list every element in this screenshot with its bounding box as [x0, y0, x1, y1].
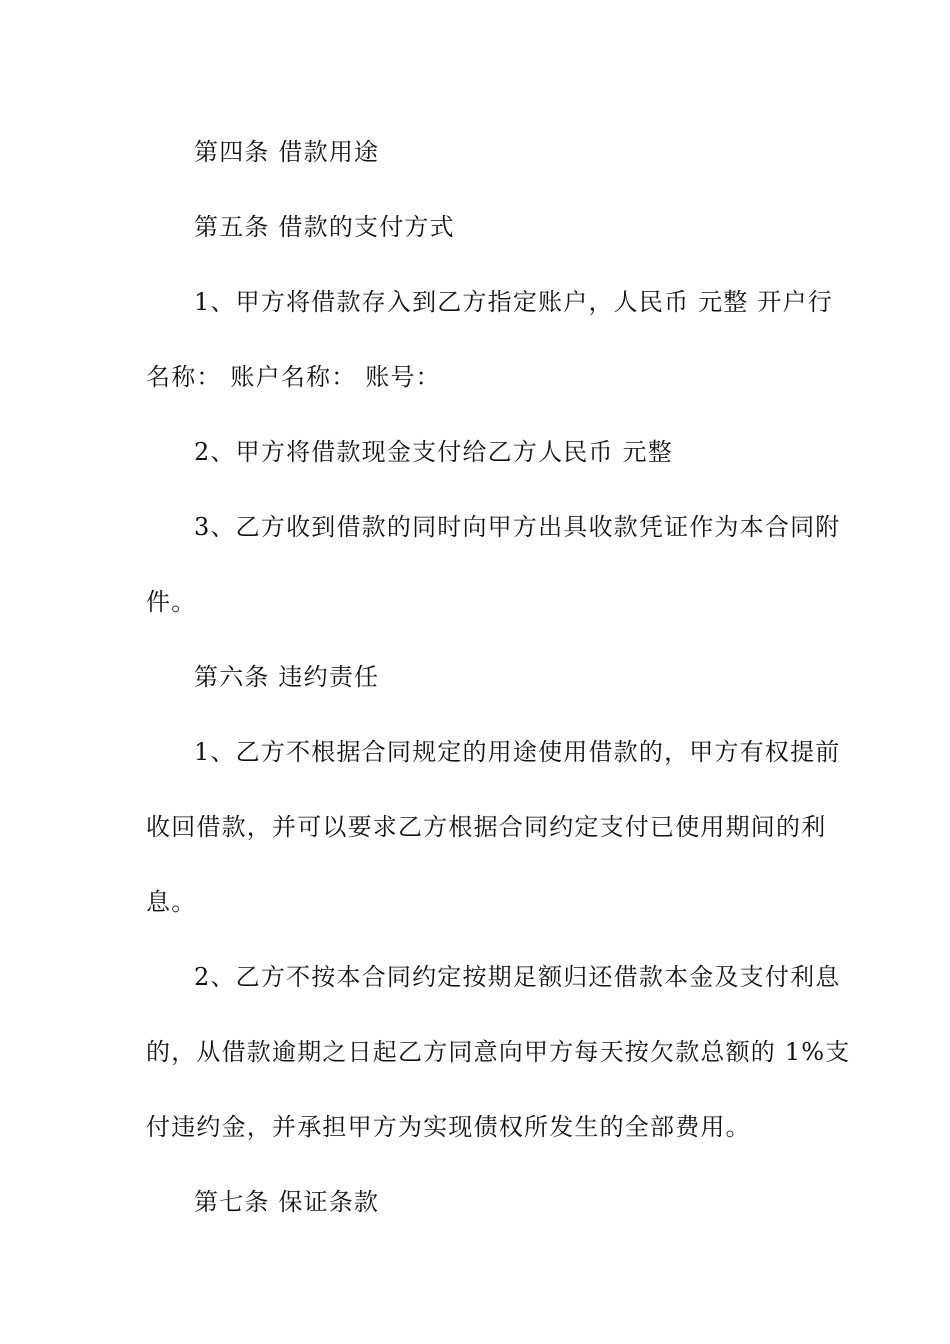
article-6-clause-2-line-1: 2、乙方不按本合同约定按期足额归还借款本金及支付利息 [194, 963, 841, 991]
article-7-heading: 第七条 保证条款 [194, 1188, 380, 1216]
article-6-clause-2-line-2: 的，从借款逾期之日起乙方同意向甲方每天按欠款总额的 1%支 [146, 1038, 851, 1066]
contract-text [146, 115, 851, 1240]
article-6-clause-1-line-3: 息。 [146, 888, 197, 916]
article-6-heading: 第六条 违约责任 [194, 663, 380, 691]
article-5-clause-1-line-1: 1、甲方将借款存入到乙方指定账户，人民币 元整 开户行 [194, 288, 833, 316]
article-5-clause-2: 2、甲方将借款现金支付给乙方人民币 元整 [194, 438, 673, 466]
article-5-clause-1-line-2: 名称： 账户名称： 账号： [146, 363, 441, 391]
article-6-clause-1-line-1: 1、乙方不根据合同规定的用途使用借款的，甲方有权提前 [194, 738, 841, 766]
article-6-clause-1-line-2: 收回借款，并可以要求乙方根据合同约定支付已使用期间的利 [146, 813, 827, 841]
article-5-clause-3-line-1: 3、乙方收到借款的同时向甲方出具收款凭证作为本合同附 [194, 513, 841, 541]
article-4-heading: 第四条 借款用途 [194, 138, 380, 166]
article-5-heading: 第五条 借款的支付方式 [194, 213, 455, 241]
article-6-clause-2-line-3: 付违约金，并承担甲方为实现债权所发生的全部费用。 [146, 1113, 751, 1141]
article-5-clause-3-line-2: 件。 [146, 588, 197, 616]
